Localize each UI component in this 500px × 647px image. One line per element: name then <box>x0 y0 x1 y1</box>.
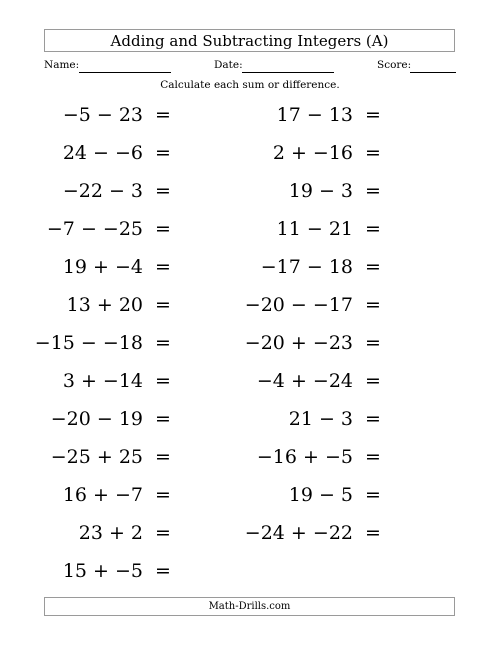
problem-expression: −4 + −24 <box>256 370 353 392</box>
problem <box>238 362 438 400</box>
equals-sign: = <box>155 408 171 430</box>
problem <box>238 438 438 476</box>
problem <box>238 210 438 248</box>
problem <box>238 96 438 134</box>
problem-expression: 23 + 2 <box>78 522 143 544</box>
problem <box>238 324 438 362</box>
problem-expression: −24 + −22 <box>244 522 353 544</box>
instructions: Calculate each sum or difference. <box>160 79 340 91</box>
equals-sign: = <box>155 560 171 582</box>
date-line <box>242 72 334 73</box>
equals-sign: = <box>155 180 171 202</box>
problem-expression: 13 + 20 <box>66 294 143 316</box>
score-label: Score: <box>377 59 412 71</box>
date-label: Date: <box>214 59 243 71</box>
problems-column-right <box>238 96 438 552</box>
problem <box>28 400 228 438</box>
problem-expression: −17 − 18 <box>260 256 353 278</box>
info-row <box>44 59 456 75</box>
equals-sign: = <box>155 142 171 164</box>
problem <box>238 134 438 172</box>
problem-expression: −22 − 3 <box>62 180 143 202</box>
problem-expression: −20 + −23 <box>244 332 353 354</box>
problem-expression: 11 − 21 <box>276 218 353 240</box>
footer-text: Math-Drills.com <box>208 601 291 612</box>
problem <box>238 514 438 552</box>
problem-expression: −20 − 19 <box>50 408 143 430</box>
equals-sign: = <box>365 522 381 544</box>
problem <box>28 552 228 590</box>
equals-sign: = <box>365 142 381 164</box>
problem-expression: 15 + −5 <box>62 560 143 582</box>
problem-expression: −5 − 23 <box>62 104 143 126</box>
name-line <box>79 72 171 73</box>
equals-sign: = <box>365 446 381 468</box>
problem <box>238 172 438 210</box>
equals-sign: = <box>155 218 171 240</box>
equals-sign: = <box>155 446 171 468</box>
equals-sign: = <box>365 332 381 354</box>
problem-expression: 17 − 13 <box>276 104 353 126</box>
problem-expression: 2 + −16 <box>272 142 353 164</box>
worksheet-title: Adding and Subtracting Integers (A) <box>110 31 389 50</box>
worksheet-title-box <box>44 29 455 52</box>
problem <box>238 476 438 514</box>
equals-sign: = <box>365 294 381 316</box>
problem <box>28 362 228 400</box>
problem <box>28 96 228 134</box>
equals-sign: = <box>155 484 171 506</box>
problem <box>28 514 228 552</box>
problem <box>28 324 228 362</box>
problem-expression: −25 + 25 <box>50 446 143 468</box>
equals-sign: = <box>365 370 381 392</box>
name-label: Name: <box>44 59 80 71</box>
problem-expression: 19 − 5 <box>288 484 353 506</box>
problem <box>28 172 228 210</box>
footer-box <box>44 597 455 616</box>
problem-expression: −7 − −25 <box>46 218 143 240</box>
equals-sign: = <box>155 332 171 354</box>
problem <box>28 248 228 286</box>
problem <box>28 210 228 248</box>
problem-expression: 16 + −7 <box>62 484 143 506</box>
problems-column-left <box>28 96 228 590</box>
problem-expression: 21 − 3 <box>288 408 353 430</box>
equals-sign: = <box>155 522 171 544</box>
equals-sign: = <box>365 256 381 278</box>
problem <box>238 286 438 324</box>
problem <box>238 400 438 438</box>
problem <box>238 248 438 286</box>
problem <box>28 476 228 514</box>
problem-expression: −20 − −17 <box>244 294 353 316</box>
problem-expression: −16 + −5 <box>256 446 353 468</box>
problem <box>28 438 228 476</box>
score-line <box>410 72 456 73</box>
equals-sign: = <box>365 408 381 430</box>
problem-expression: 19 − 3 <box>288 180 353 202</box>
equals-sign: = <box>365 180 381 202</box>
problem-expression: 19 + −4 <box>62 256 143 278</box>
equals-sign: = <box>155 294 171 316</box>
equals-sign: = <box>155 104 171 126</box>
problem-expression: −15 − −18 <box>34 332 143 354</box>
problem-expression: 3 + −14 <box>62 370 143 392</box>
equals-sign: = <box>365 484 381 506</box>
problem <box>28 286 228 324</box>
equals-sign: = <box>155 370 171 392</box>
equals-sign: = <box>155 256 171 278</box>
equals-sign: = <box>365 104 381 126</box>
problem <box>28 134 228 172</box>
problem-expression: 24 − −6 <box>62 142 143 164</box>
equals-sign: = <box>365 218 381 240</box>
